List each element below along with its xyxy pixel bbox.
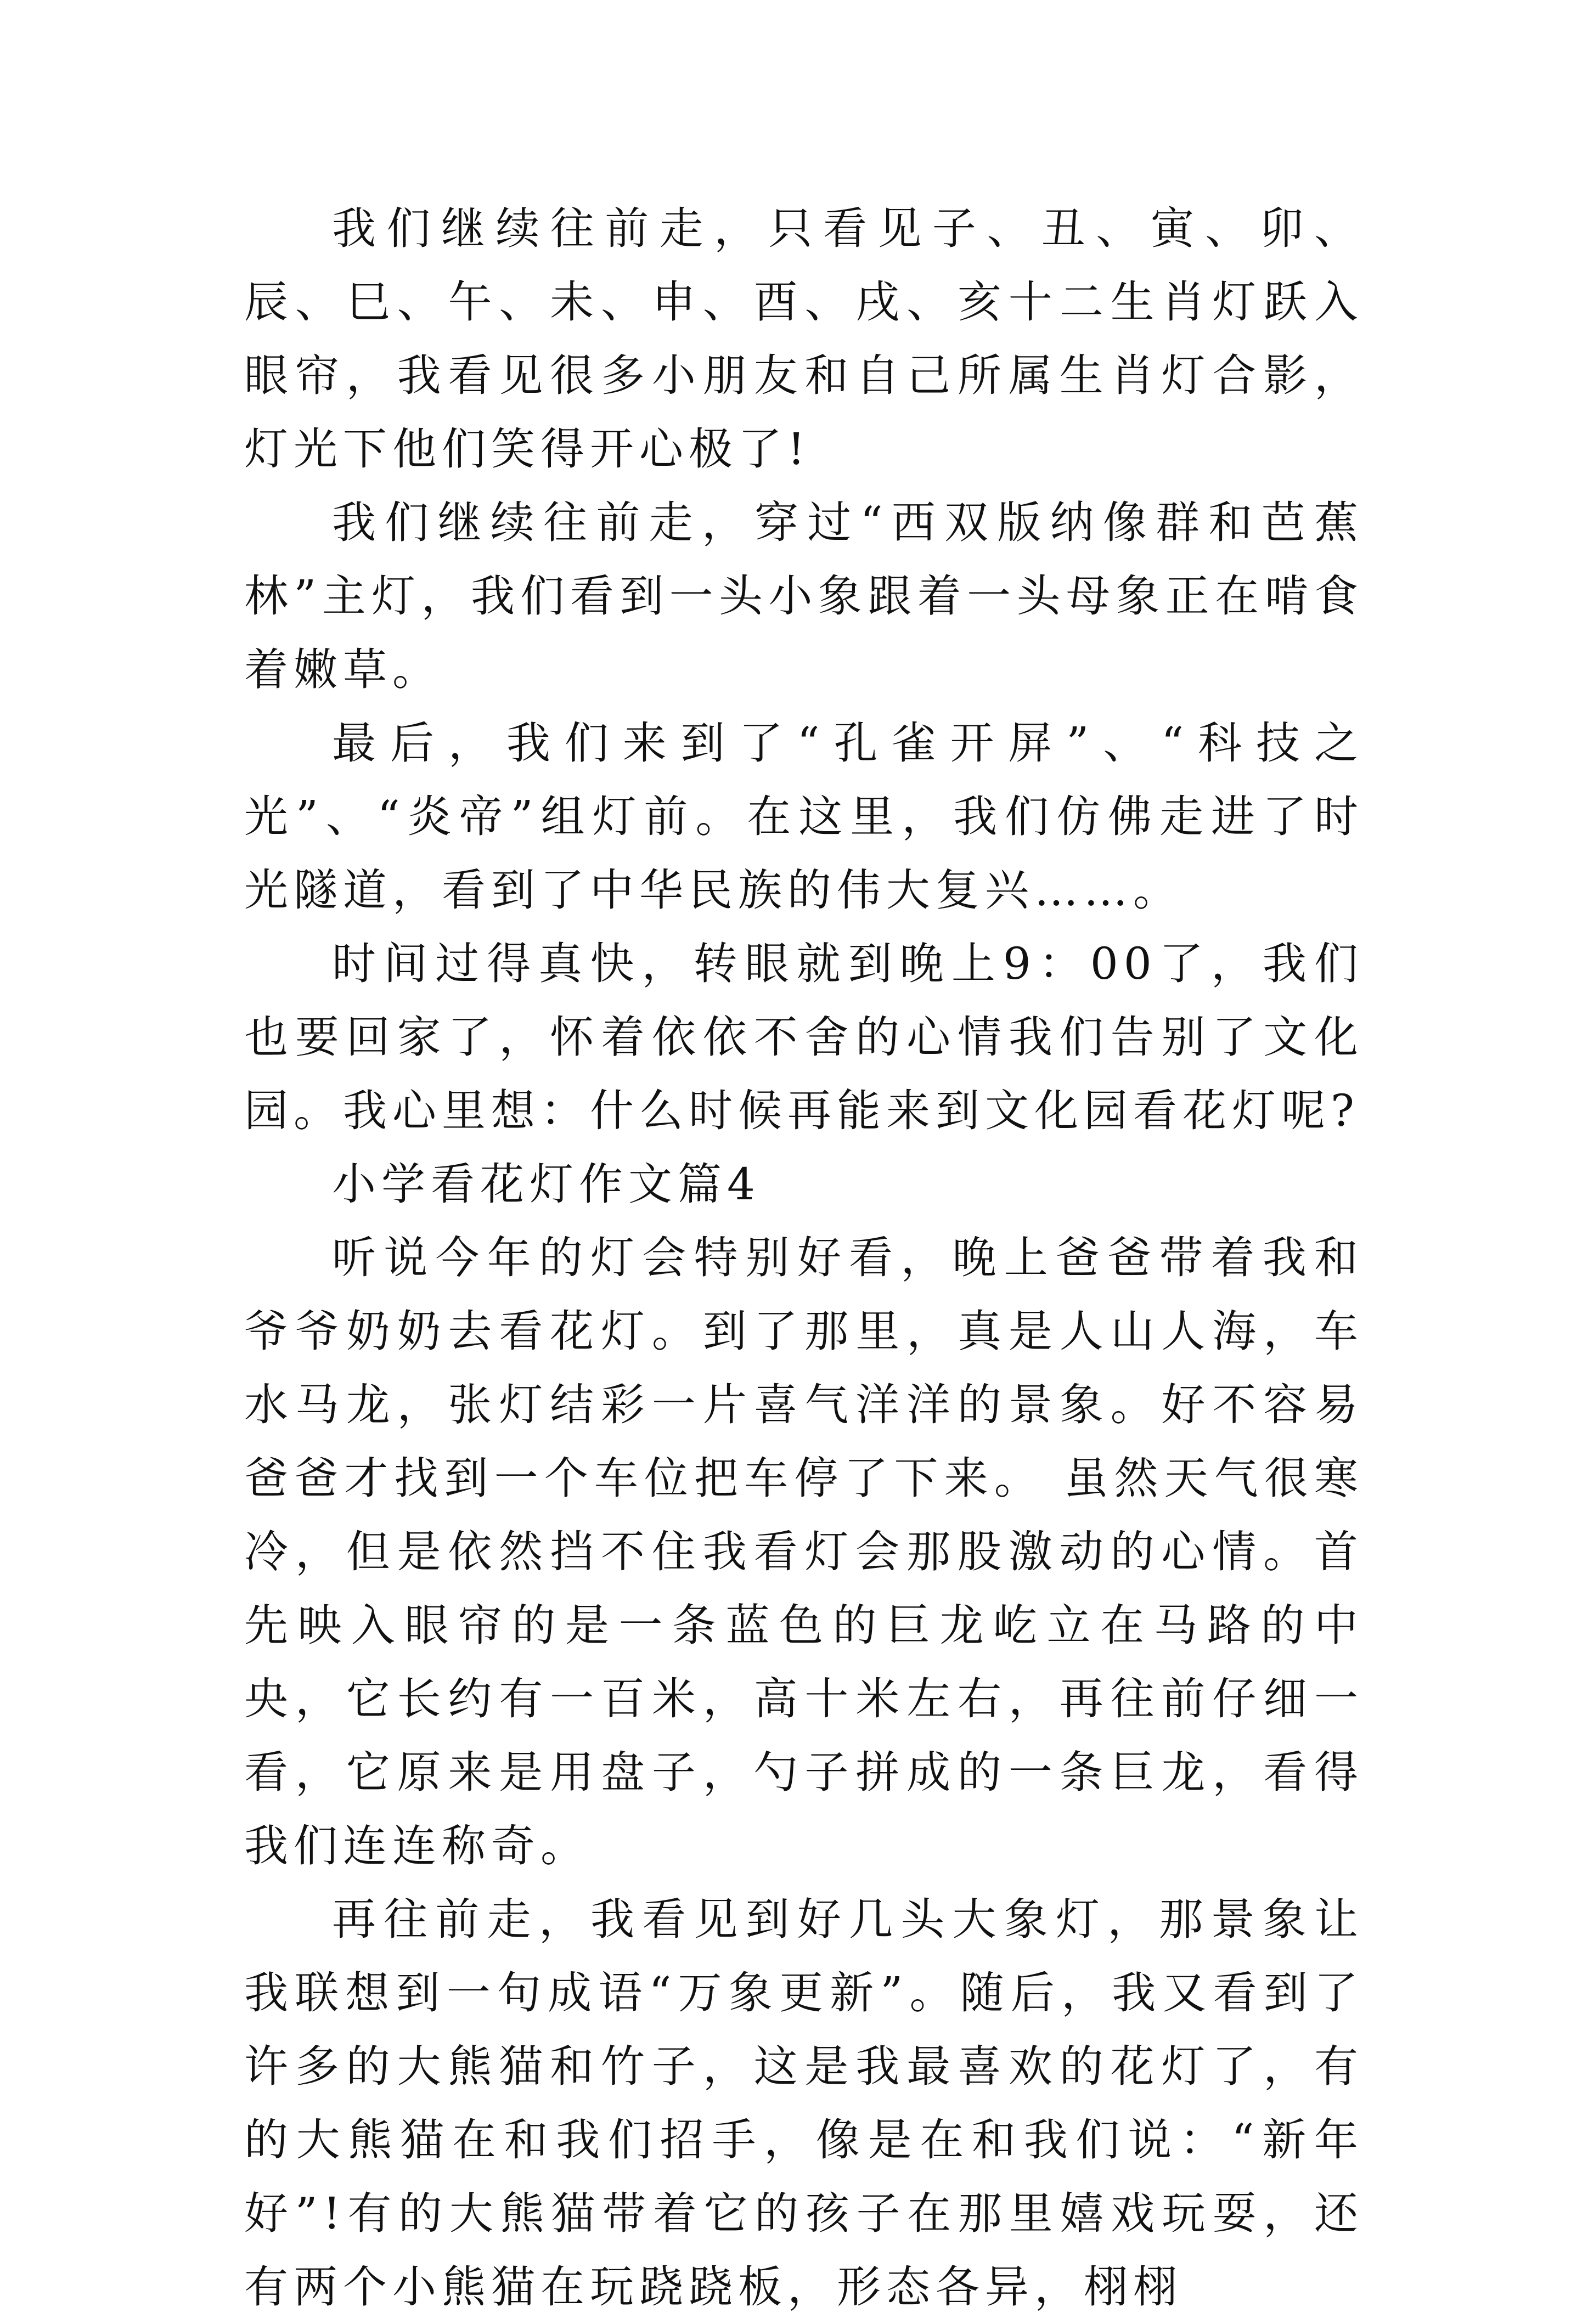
paragraph-panda-lantern: 再往前走，我看见到好几头大象灯，那景象让我联想到一句成语“万象更新”。随后，我又看到了许多的大熊猫和竹子，这是我最喜欢的花灯了，有的大熊猫在和我们招手，像是在和我们说：“新年好”!有的大熊猫带着它的孩子在那里嬉戏玩耍，还有两个小熊猫在玩跷跷板，形态各异，栩栩 (244, 1894, 1364, 2312)
essay-heading: 小学看花灯作文篇4 (332, 1159, 761, 1210)
document-body (244, 192, 1364, 2324)
paragraph-elephant-lantern: 我们继续往前走，穿过“西双版纳像群和芭蕉林”主灯，我们看到一头小象跟着一头母象正在啃食着嫩草。 (244, 497, 1364, 695)
paragraph-zodiac-lanterns: 我们继续往前走，只看见子、丑、寅、卯、辰、巳、午、未、申、酉、戌、亥十二生肖灯跃入眼帘，我看见很多小朋友和自己所属生肖灯合影，灯光下他们笑得开心极了! (244, 203, 1364, 475)
paragraph-going-home: 时间过得真快，转眼就到晚上9：00了，我们也要回家了，怀着依依不舍的心情我们告别了文化园。我心里想：什么时候再能来到文化园看花灯呢? (244, 938, 1364, 1136)
paragraph-dragon-lantern: 听说今年的灯会特别好看，晚上爸爸带着我和爷爷奶奶去看花灯。到了那里，真是人山人海，车水马龙，张灯结彩一片喜气洋洋的景象。好不容易爸爸才找到一个车位把车停了下来。 虽然天气很寒冷，但是依然挡不住我看灯会那股激动的心情。首先映入眼帘的是一条蓝色的巨龙屹立在马路的中央，它长约有一百米，高十米左右，再往前仔细一看，它原来是用盘子，勺子拼成的一条巨龙，看得我们连连称奇。 (244, 1232, 1364, 1871)
paragraph-peacock-lantern: 最后，我们来到了“孔雀开屏”、“科技之光”、“炎帝”组灯前。在这里，我们仿佛走进了时光隧道，看到了中华民族的伟大复兴……。 (244, 718, 1364, 916)
